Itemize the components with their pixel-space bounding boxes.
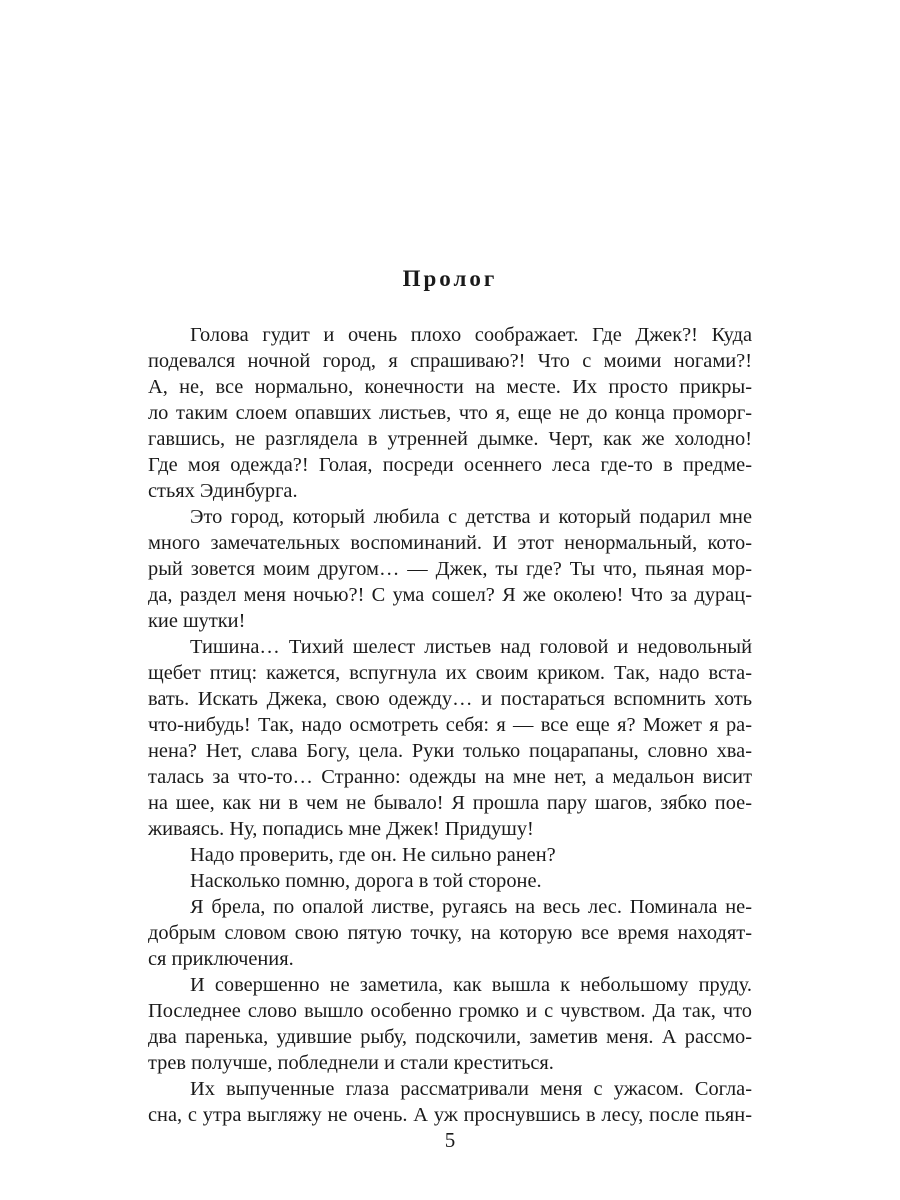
- text-line: сна, с утра выгляжу не очень. А уж проснувшись в лесу, после пьян-: [148, 1104, 752, 1126]
- text-line: Последнее слово вышло особенно громко и с чувством. Да так, что: [148, 1000, 752, 1022]
- body-text: [148, 322, 752, 1128]
- text-line: щебет птиц: кажется, вспугнула их своим криком. Так, надо вста-: [148, 662, 752, 684]
- text-line: вать. Искать Джека, свою одежду… и постараться вспомнить хоть: [148, 688, 752, 710]
- text-line: трев получше, побледнели и стали креститься.: [148, 1052, 554, 1074]
- text-line: Тишина… Тихий шелест листьев над головой и недовольный: [190, 636, 752, 658]
- text-line: на шее, как ни в чем не бывало! Я прошла пару шагов, зябко пое-: [148, 792, 752, 814]
- text-line: ло таким слоем опавших листьев, что я, еще не до конца проморг-: [148, 402, 752, 424]
- text-line: кие шутки!: [148, 610, 246, 632]
- text-line: Где моя одежда?! Голая, посреди осеннего леса где-то в предме-: [148, 454, 752, 476]
- text-line: Насколько помню, дорога в той стороне.: [190, 870, 542, 892]
- page-number: 5: [444, 1128, 456, 1152]
- text-line: И совершенно не заметила, как вышла к небольшому пруду.: [190, 974, 752, 996]
- text-line: гавшись, не разглядела в утренней дымке. Черт, как же холодно!: [148, 428, 752, 450]
- text-line: живаясь. Ну, попадись мне Джек! Придушу!: [148, 818, 534, 840]
- text-line: да, раздел меня ночью?! С ума сошел? Я же околею! Что за дурац-: [148, 584, 752, 606]
- text-line: много замечательных воспоминаний. И этот ненормальный, кото-: [148, 532, 752, 554]
- text-line: подевался ночной город, я спрашиваю?! Что с моими ногами?!: [148, 350, 752, 372]
- text-line: два паренька, удившие рыбу, подскочили, заметив меня. А рассмо-: [148, 1026, 752, 1048]
- text-line: талась за что-то… Странно: одежды на мне нет, а медальон висит: [148, 766, 752, 788]
- text-line: что-нибудь! Так, надо осмотреть себя: я — все еще я? Может я ра-: [148, 714, 752, 736]
- text-line: Я брела, по опалой листве, ругаясь на весь лес. Поминала не-: [190, 896, 752, 918]
- text-line: добрым словом свою пятую точку, на которую все время находят-: [148, 922, 752, 944]
- text-line: стьях Эдинбурга.: [148, 480, 298, 502]
- chapter-title: Пролог: [402, 266, 498, 291]
- text-line: рый зовется моим другом… — Джек, ты где? Ты что, пьяная мор-: [148, 558, 752, 580]
- text-line: Голова гудит и очень плохо соображает. Где Джек?! Куда: [190, 324, 752, 346]
- text-line: Их выпученные глаза рассматривали меня с ужасом. Согла-: [190, 1078, 752, 1100]
- text-line: А, не, все нормально, конечности на месте. Их просто прикры-: [148, 376, 752, 398]
- text-line: ся приключения.: [148, 948, 294, 970]
- text-line: Это город, который любила с детства и который подарил мне: [190, 506, 752, 528]
- text-line: нена? Нет, слава Богу, цела. Руки только поцарапаны, словно хва-: [148, 740, 752, 762]
- text-line: Надо проверить, где он. Не сильно ранен?: [190, 844, 556, 866]
